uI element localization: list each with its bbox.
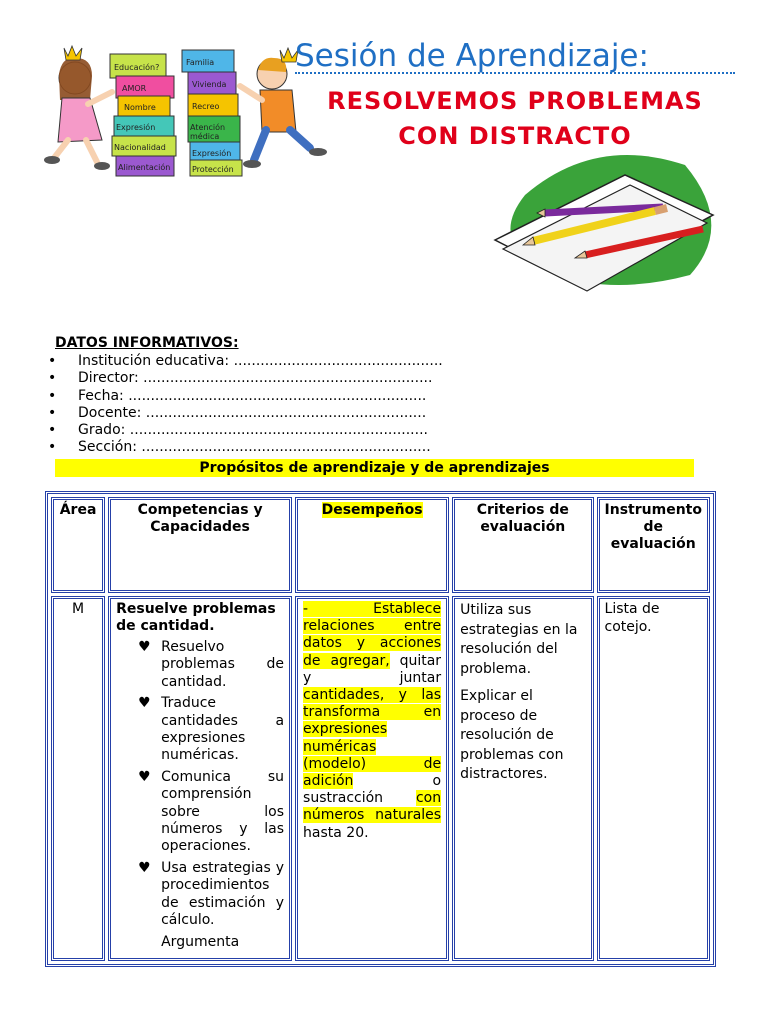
cell-instrumento (597, 596, 710, 961)
criterio-item: Explicar el proceso de resolución de problemas con distractores. (460, 688, 564, 782)
propositos-heading: Propósitos de aprendizaje y de aprendizajes (55, 459, 694, 477)
word-blocks (110, 50, 242, 176)
svg-text:Expresión: Expresión (192, 149, 232, 158)
svg-text:Nombre: Nombre (124, 103, 156, 112)
field-fecha: • Fecha: ................................................................... (45, 388, 443, 405)
svg-text:Familia: Familia (186, 58, 215, 67)
header-desempenos-label: Desempeños (321, 502, 423, 518)
field-grado: • Grado: ................................................................... (45, 422, 443, 439)
svg-text:Alimentación: Alimentación (118, 163, 171, 172)
datos-informativos-title: DATOS INFORMATIVOS: (55, 335, 239, 351)
capacidad-item: ♥ Traduce cantidades a expresiones numéricas. (138, 695, 285, 764)
header-criterios: Criterios de evaluación (452, 497, 593, 593)
cell-desempenos (295, 596, 449, 961)
field-director: • Director: ................................................................. (45, 370, 443, 387)
desempeno-text: - Establece relaciones entre datos y acciones de agregar, quitar y juntar cantidades, y las transforma en expresiones numéricas (modelo) de adición o sustracción con números naturales hasta 20. (303, 601, 442, 841)
field-docente: • Docente: ............................................................... (45, 405, 443, 422)
heart-bullet-icon: ♥ (138, 768, 151, 785)
capacidad-item: ♥ Resuelvo problemas de cantidad. (138, 639, 285, 690)
svg-text:Expresión: Expresión (116, 123, 156, 132)
capacidad-item: ♥ Usa estrategias y procedimientos de estimación y cálculo. (138, 859, 285, 929)
session-title: Sesión de Aprendizaje: (295, 38, 745, 74)
header-competencias: Competencias y Capacidades (108, 497, 292, 593)
pencils-paper-illustration (475, 145, 725, 295)
header-desempenos (295, 497, 449, 593)
svg-text:Atención: Atención (190, 123, 226, 132)
capacidad-extra: Argumenta (161, 933, 240, 950)
table-header-row (51, 497, 710, 593)
header-area: Área (51, 497, 105, 593)
field-institucion: • Institución educativa: ............................................... (45, 353, 443, 370)
cell-competencias (108, 596, 292, 961)
datos-informativos-list (45, 353, 443, 457)
svg-text:Vivienda: Vivienda (192, 80, 227, 89)
capacidad-item: ♥ Comunica su comprensión sobre los números y las operaciones. (138, 768, 285, 855)
svg-text:Nacionalidad: Nacionalidad (114, 143, 166, 152)
learning-table (45, 491, 716, 967)
header-instrumento: Instrumento de evaluación (597, 497, 710, 593)
capacidades-list (116, 639, 284, 930)
svg-text:Educación?: Educación? (114, 63, 160, 72)
svg-text:médica: médica (190, 132, 220, 141)
heart-bullet-icon: ♥ (138, 695, 151, 712)
svg-text:Protección: Protección (192, 165, 234, 174)
field-seccion: • Sección: ................................................................. (45, 439, 443, 456)
criterio-item: Utiliza sus estrategias en la resolución del problema. (460, 602, 578, 677)
cell-criterios (452, 596, 593, 961)
table-row (51, 596, 710, 961)
cell-area: M (51, 596, 105, 961)
girl-figure (44, 46, 112, 170)
svg-text:Recreo: Recreo (192, 102, 220, 111)
instrumento-text: Lista de cotejo. (604, 601, 660, 635)
heart-bullet-icon: ♥ (138, 639, 151, 655)
session-subtitle: RESOLVEMOS PROBLEMAS CON DISTRACTO (327, 87, 703, 150)
competencia-title: Resuelve problemas de cantidad. (116, 601, 276, 634)
heart-bullet-icon: ♥ (138, 859, 151, 876)
svg-text:AMOR: AMOR (122, 84, 147, 93)
